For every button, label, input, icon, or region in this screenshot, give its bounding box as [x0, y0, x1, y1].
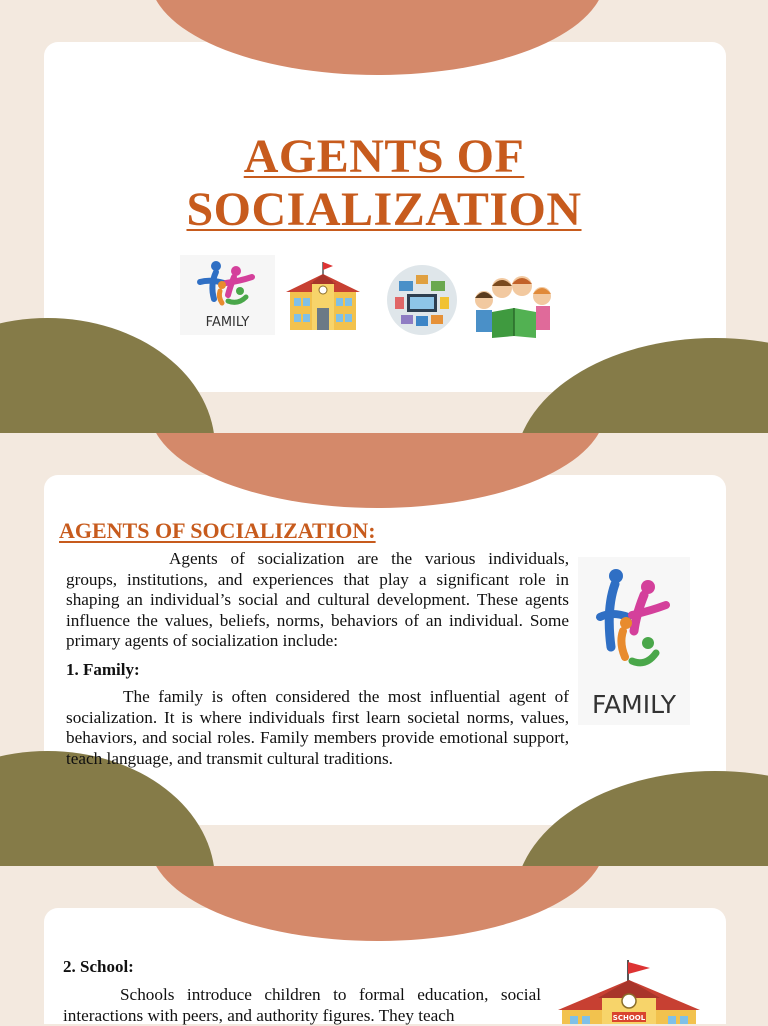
title-line-2: SOCIALIZATION [186, 183, 582, 236]
school-building-icon [286, 260, 360, 332]
section-heading: AGENTS OF SOCIALIZATION: [59, 518, 376, 543]
family-logo-label: FAMILY [205, 315, 250, 330]
intro-paragraph: Agents of socialization are the various individuals, groups, institutions, and experiences that play a significant role in shaping an individual’s social and cultural development. These agents influence the values, beliefs, norms, behaviors of an individual. Some primary agents of socialization include: [66, 549, 569, 650]
page-title [0, 130, 768, 236]
family-logo-label: FAMILY [591, 690, 677, 719]
icon-row [0, 255, 768, 345]
children-reading-icon [470, 270, 560, 340]
school-paragraph: Schools introduce children to formal education, social interactions with peers, and authority figures. They teach [63, 985, 541, 1025]
family-paragraph: The family is often considered the most influential agent of socialization. It is where individuals first learn societal norms, values, behaviors, and social roles. Family members provide emotional support, teach language, and transmit cultural traditions. [66, 687, 569, 768]
title-line-1: AGENTS OF [243, 130, 525, 183]
media-collage-icon [385, 263, 459, 337]
family-logo-icon [578, 557, 690, 725]
school-subheading: 2. School: [63, 957, 134, 976]
school-building-icon [558, 960, 700, 1024]
school-sign-label: SCHOOL [612, 1014, 646, 1022]
family-subheading: 1. Family: [66, 660, 140, 679]
family-logo-icon [180, 255, 275, 335]
slide-title [0, 0, 768, 433]
